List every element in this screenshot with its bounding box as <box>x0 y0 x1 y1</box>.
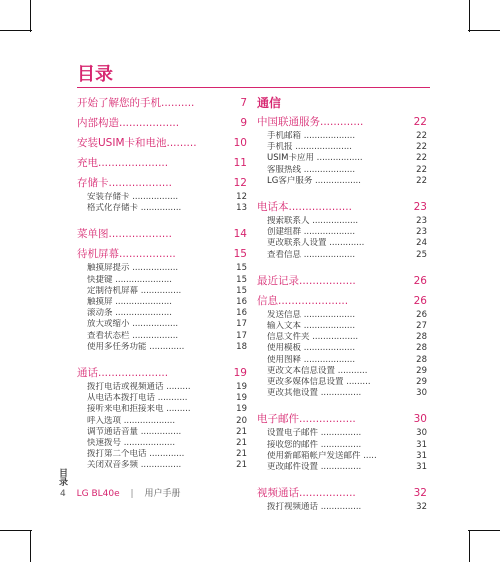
toc-section-title: 开始了解您的手机.......... <box>77 97 195 109</box>
crop-mark <box>0 530 32 531</box>
toc-section-title: 电子邮件................. <box>257 413 356 426</box>
toc-page-number: 25 <box>416 249 427 260</box>
toc-page-number: 27 <box>416 321 427 332</box>
toc-subentry-title: LG客户服务 ................. <box>267 175 361 186</box>
toc-section-title: 待机屏幕................. <box>77 248 176 261</box>
toc-page-number: 22 <box>416 142 427 153</box>
toc-subentry-title: 使用图释 ................... <box>267 354 356 365</box>
toc-subentry[interactable] <box>257 131 427 142</box>
toc-page-number: 22 <box>413 116 427 128</box>
toc-subentry[interactable] <box>257 165 427 176</box>
toc-subentry[interactable] <box>257 343 427 354</box>
toc-spacer <box>257 261 427 273</box>
toc-subentry-title: 手机邮箱 ................... <box>267 131 356 141</box>
toc-section-title: 中国联通服务............. <box>257 116 364 128</box>
toc-subentry[interactable] <box>257 355 427 366</box>
toc-subentry[interactable] <box>77 192 247 203</box>
toc-subentry-title: 快捷键 ..................... <box>87 274 172 285</box>
crop-mark <box>30 530 31 562</box>
toc-page-number: 19 <box>233 367 247 380</box>
toc-page-number: 30 <box>413 413 427 426</box>
toc-page-number: 24 <box>416 238 427 249</box>
page-number: 4 <box>60 489 66 499</box>
toc-page-number: 23 <box>416 216 427 227</box>
toc-page-number: 28 <box>416 332 427 343</box>
toc-section-entry[interactable] <box>77 135 247 152</box>
toc-subentry[interactable] <box>257 377 427 388</box>
crop-mark <box>469 0 470 32</box>
toc-subentry-title: 拨打第二个电话 ............. <box>87 449 185 460</box>
toc-subentry-title: 接收您的邮件 ............... <box>267 439 362 450</box>
toc-page-number: 32 <box>413 487 427 500</box>
toc-subentry-title: 使用模板 ................... <box>267 343 356 354</box>
toc-subentry[interactable] <box>257 238 427 249</box>
crop-mark <box>469 530 470 562</box>
toc-section-entry[interactable] <box>257 273 427 290</box>
toc-page-number: 21 <box>236 426 247 437</box>
toc-section-entry[interactable] <box>77 175 247 192</box>
toc-section-entry[interactable] <box>77 115 247 132</box>
toc-section-entry[interactable] <box>257 199 427 216</box>
toc-page-number: 10 <box>233 137 247 149</box>
toc-subentry[interactable] <box>77 404 247 415</box>
toc-left-column <box>77 95 247 484</box>
toc-subentry[interactable] <box>77 416 247 427</box>
toc-page-number: 26 <box>416 309 427 320</box>
toc-page-number: 9 <box>240 117 247 129</box>
toc-subentry-title: 客服热线 ................... <box>267 164 356 175</box>
toc-section-entry[interactable] <box>77 246 247 263</box>
toc-section-title: 最近记录................. <box>257 274 356 287</box>
toc-page-number: 23 <box>416 227 427 238</box>
toc-subentry[interactable] <box>77 460 247 471</box>
brand-model: LG BL40e <box>76 489 120 499</box>
toc-page-number: 15 <box>236 263 247 274</box>
toc-section-entry[interactable] <box>257 293 427 310</box>
toc-subentry[interactable] <box>77 449 247 460</box>
toc-subentry[interactable] <box>257 462 427 473</box>
toc-subentry-title: 创建组群 ................... <box>267 227 356 238</box>
toc-subentry[interactable] <box>77 331 247 342</box>
toc-spacer <box>77 214 247 226</box>
toc-subentry-title: 手机报 ..................... <box>267 142 352 153</box>
toc-spacer <box>257 187 427 199</box>
toc-page-number: 16 <box>236 308 247 319</box>
toc-subentry[interactable] <box>257 142 427 153</box>
toc-page-number: 15 <box>236 285 247 296</box>
toc-spacer <box>257 473 427 485</box>
toc-subentry-title: 定制待机屏幕 ............... <box>87 285 182 296</box>
toc-page-number: 29 <box>416 365 427 376</box>
toc-page-number: 21 <box>236 460 247 471</box>
toc-subentry-title: 发送信息 ................... <box>267 309 356 320</box>
toc-subentry[interactable] <box>77 382 247 393</box>
toc-subentry[interactable] <box>257 310 427 321</box>
toc-section-title: 菜单图................... <box>77 228 172 241</box>
toc-page-number: 31 <box>416 462 427 473</box>
toc-page-number: 11 <box>233 157 247 169</box>
toc-page-number: 12 <box>233 177 247 189</box>
toc-section-title: 存储卡................... <box>77 177 172 189</box>
toc-subentry-title: 使用新邮箱帐户发送邮件 ..... <box>267 450 377 461</box>
toc-subentry-title: 拨打视频通话 ............... <box>267 502 362 513</box>
toc-section-entry[interactable] <box>77 365 247 382</box>
side-tab-label: 目录 <box>57 468 67 486</box>
toc-subentry-title: 查看信息 ................... <box>267 249 356 260</box>
toc-subentry-title: 调节通话音量 ............... <box>87 426 182 437</box>
crop-mark <box>0 30 32 31</box>
toc-page-number: 22 <box>416 153 427 164</box>
toc-page-number: 21 <box>236 438 247 449</box>
toc-subentry[interactable] <box>257 502 427 513</box>
manual-label: 用户手册 <box>144 489 181 499</box>
toc-subentry-title: 格式化存储卡 ............... <box>87 203 182 214</box>
toc-page-number: 17 <box>236 319 247 330</box>
toc-subentry[interactable] <box>77 275 247 286</box>
title-divider <box>77 87 430 88</box>
crop-mark <box>468 30 500 31</box>
toc-subentry[interactable] <box>257 332 427 343</box>
crop-mark <box>468 530 500 531</box>
toc-page-number: 17 <box>236 330 247 341</box>
toc-subentry[interactable] <box>77 263 247 274</box>
toc-page-number: 22 <box>416 131 427 141</box>
toc-section-title: 电话本................... <box>257 201 352 214</box>
toc-subentry[interactable] <box>257 440 427 451</box>
toc-page-number: 22 <box>416 164 427 175</box>
toc-page-number: 19 <box>236 393 247 404</box>
toc-subentry[interactable] <box>257 366 427 377</box>
toc-right-column <box>257 95 427 525</box>
toc-subentry-title: 信息文件夹 ................. <box>267 332 359 343</box>
toc-subentry-title: 触摸屏 ..................... <box>87 297 172 308</box>
toc-subentry-title: 更改其他设置 ............... <box>267 388 362 399</box>
page-footer <box>60 486 180 499</box>
toc-subentry[interactable] <box>77 342 247 353</box>
toc-subentry[interactable] <box>77 286 247 297</box>
toc-subentry-title: 从电话本拨打电话 ........... <box>87 393 188 404</box>
toc-page-number: 31 <box>416 439 427 450</box>
toc-page-number: 31 <box>416 450 427 461</box>
toc-subentry-title: 放大或缩小 ................. <box>87 319 179 330</box>
toc-section-title: 充电..................... <box>77 157 169 169</box>
toc-subentry-title: 接听来电和拒接来电 ......... <box>87 404 191 415</box>
toc-subentry-title: 滚动条 ..................... <box>87 308 172 319</box>
toc-page-number: 28 <box>416 343 427 354</box>
toc-page-number: 29 <box>416 377 427 388</box>
toc-subentry-title: 拨打电话或视频通话 ......... <box>87 382 191 393</box>
toc-section-title: 视频通话................. <box>257 487 356 500</box>
toc-subentry-title: 更改多媒体信息设置 ......... <box>267 377 371 388</box>
page-title: 目录 <box>77 64 113 85</box>
toc-subentry[interactable] <box>77 393 247 404</box>
toc-section-title: 安装USIM卡和电池......... <box>77 137 197 149</box>
toc-subentry-title: 安装存储卡 ................. <box>87 192 179 202</box>
toc-subentry-title: 搜索联系人 ................. <box>267 216 359 227</box>
toc-subentry[interactable] <box>257 428 427 439</box>
toc-subentry-title: 更改文本信息设置 ........... <box>267 365 368 376</box>
toc-page-number: 7 <box>240 97 247 109</box>
toc-page-number: 30 <box>416 428 427 439</box>
footer-separator: | <box>130 489 134 499</box>
toc-page-number: 30 <box>416 388 427 399</box>
toc-subentry-title: 快速拨号 ................... <box>87 438 176 449</box>
toc-page-number: 21 <box>236 449 247 460</box>
toc-page-number: 19 <box>236 404 247 415</box>
toc-subentry-title: USIM卡应用 ................. <box>267 153 363 164</box>
toc-subentry[interactable] <box>257 227 427 238</box>
toc-page-number: 23 <box>413 201 427 214</box>
toc-subentry-title: 呼入选项 ................... <box>87 415 176 426</box>
toc-subentry-title: 查看状态栏 ................. <box>87 330 179 341</box>
toc-subentry[interactable] <box>257 250 427 261</box>
toc-page-number: 28 <box>416 354 427 365</box>
toc-subentry-title: 输入文本 ................... <box>267 321 356 332</box>
toc-subentry[interactable] <box>77 297 247 308</box>
toc-spacer <box>77 472 247 484</box>
toc-subentry-title: 更改联系人设置 ............. <box>267 238 365 249</box>
toc-section-title: 通话..................... <box>77 367 169 380</box>
toc-page-number: 18 <box>236 341 247 352</box>
toc-subentry[interactable] <box>257 216 427 227</box>
toc-page-number: 26 <box>413 274 427 287</box>
toc-section-entry[interactable] <box>257 114 427 131</box>
toc-section-title: 信息..................... <box>257 294 349 307</box>
toc-page-number: 13 <box>236 203 247 214</box>
toc-page-number: 15 <box>233 248 247 261</box>
toc-subentry[interactable] <box>77 427 247 438</box>
toc-page-number: 15 <box>236 274 247 285</box>
crop-mark <box>30 0 31 32</box>
toc-subentry[interactable] <box>77 319 247 330</box>
toc-section-entry[interactable] <box>257 485 427 502</box>
toc-subentry-title: 更改邮件设置 ............... <box>267 462 362 473</box>
toc-page-number: 12 <box>236 192 247 202</box>
toc-subentry-title: 关闭双音多频 ............... <box>87 460 182 471</box>
toc-subentry-title: 使用多任务功能 ............. <box>87 341 185 352</box>
toc-subentry[interactable] <box>257 321 427 332</box>
toc-page-number: 20 <box>236 415 247 426</box>
toc-subentry-title: 触摸屏提示 ................. <box>87 263 179 274</box>
toc-section-title: 内部构造.................. <box>77 117 180 129</box>
toc-spacer <box>257 399 427 411</box>
toc-section-entry[interactable] <box>77 95 247 112</box>
toc-section-entry[interactable] <box>77 226 247 243</box>
toc-page-number: 26 <box>413 294 427 307</box>
toc-subentry[interactable] <box>257 176 427 187</box>
toc-subentry[interactable] <box>257 451 427 462</box>
toc-section-entry[interactable] <box>77 155 247 172</box>
toc-spacer <box>77 353 247 365</box>
toc-subentry[interactable] <box>257 153 427 164</box>
toc-subentry[interactable] <box>257 388 427 399</box>
toc-spacer <box>257 513 427 525</box>
toc-page-number: 32 <box>416 502 427 513</box>
toc-section-entry[interactable] <box>257 411 427 428</box>
toc-subentry[interactable] <box>77 438 247 449</box>
toc-page-number: 16 <box>236 297 247 308</box>
toc-column-heading: 通信 <box>257 96 282 110</box>
toc-page-number: 19 <box>236 382 247 393</box>
toc-subentry-title: 设置电子邮件 ............... <box>267 428 362 439</box>
toc-subentry[interactable] <box>77 203 247 214</box>
toc-subentry[interactable] <box>77 308 247 319</box>
toc-page-number: 14 <box>233 228 247 241</box>
toc-page-number: 22 <box>416 175 427 186</box>
